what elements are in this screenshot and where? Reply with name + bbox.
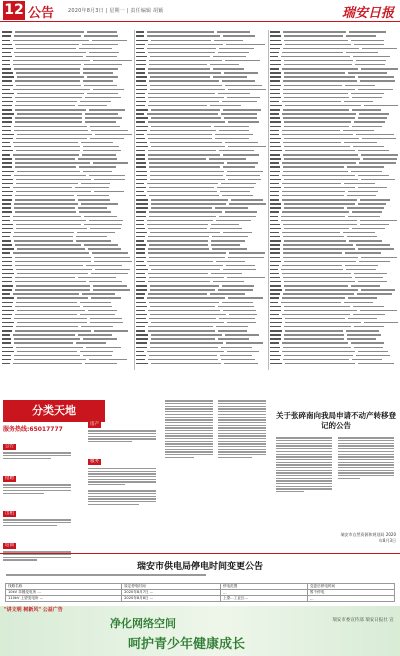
table-cell: 上望…工业区… [220,596,307,602]
page-number: 12 [4,2,24,18]
table-row [6,596,395,602]
notice-body-col-2 [338,436,394,480]
power-notice-table [5,583,395,602]
category-badge: 公告 [5,444,14,449]
listing-row [270,362,398,366]
notice-text [165,400,213,458]
classified-phone: 服务热线:65017777 [3,426,63,433]
notice-block [218,399,266,460]
table-header-cell: 原定停电时间 [122,584,221,590]
page-header [0,0,400,22]
divider [0,553,400,554]
section-title: 公告 [28,6,55,21]
category-badge: 服务 [90,459,99,465]
table-header-cell: 变更后停电时间 [307,584,394,590]
ad-text [88,468,156,485]
ad-text [88,490,156,505]
psa-organizer: 瑞安市委宣传部 瑞安日报社 宣 [332,618,394,623]
table-cell: … [220,590,307,596]
listing-column [270,30,398,370]
column-divider [268,30,269,370]
power-notice-intro [6,573,206,577]
masthead-logo: 瑞安日报 [341,6,394,21]
category-badge: 培训 [5,542,14,548]
table-header-cell: 线路名称 [6,584,122,590]
notice-text [276,437,332,492]
power-notice-title: 瑞安市供电局停电时间变更公告 [136,562,263,572]
classified-title: 分类天地 [3,400,105,422]
notice-body-col-1 [276,436,332,494]
notice-text [338,437,394,479]
psa-tag: "讲文明 树新风" 公益广告 [4,607,63,613]
table-cell: 110kV 上望变电所 … [6,596,122,602]
ad-text [3,484,71,493]
table-cell: 暂不停电 [307,590,394,596]
column-divider [134,30,135,370]
notice-title: 关于张碎南向我局申请不动产转移登记的公告 [276,411,396,430]
category-badge: 出租 [5,510,14,516]
notice-signature: 瑞安市自然资源和规划局 2020年8月3日 [340,532,396,543]
listing-column [136,30,266,370]
table-cell: 2020年8月8日 … [122,596,221,602]
header-info: 2020年8月3日 | 星期一 | 责任编辑 胡颖 [68,8,164,14]
ad-text [88,430,156,442]
psa-slogan-line-1: 净化网络空间 [110,617,176,630]
category-badge: 房产 [90,422,99,427]
table-cell: 10kV 莘塍变电所 … [6,590,122,596]
notice-text [218,400,266,458]
ad-text [3,519,71,526]
middle-notice-column [165,393,267,545]
table-cell: … [307,596,394,602]
classified-column-1 [3,432,71,566]
category-badge: 招聘 [5,476,14,482]
table-header-cell: 停电范围 [220,584,307,590]
ad-text [3,452,71,459]
classified-column-2 [88,410,156,510]
listing-column [2,30,132,370]
psa-slogan-line-2: 呵护青少年健康成长 [128,637,246,652]
notice-block [165,399,213,460]
listing-row [136,362,266,366]
listing-row [2,362,132,366]
table-cell: 2020年8月7日 … [122,590,221,596]
